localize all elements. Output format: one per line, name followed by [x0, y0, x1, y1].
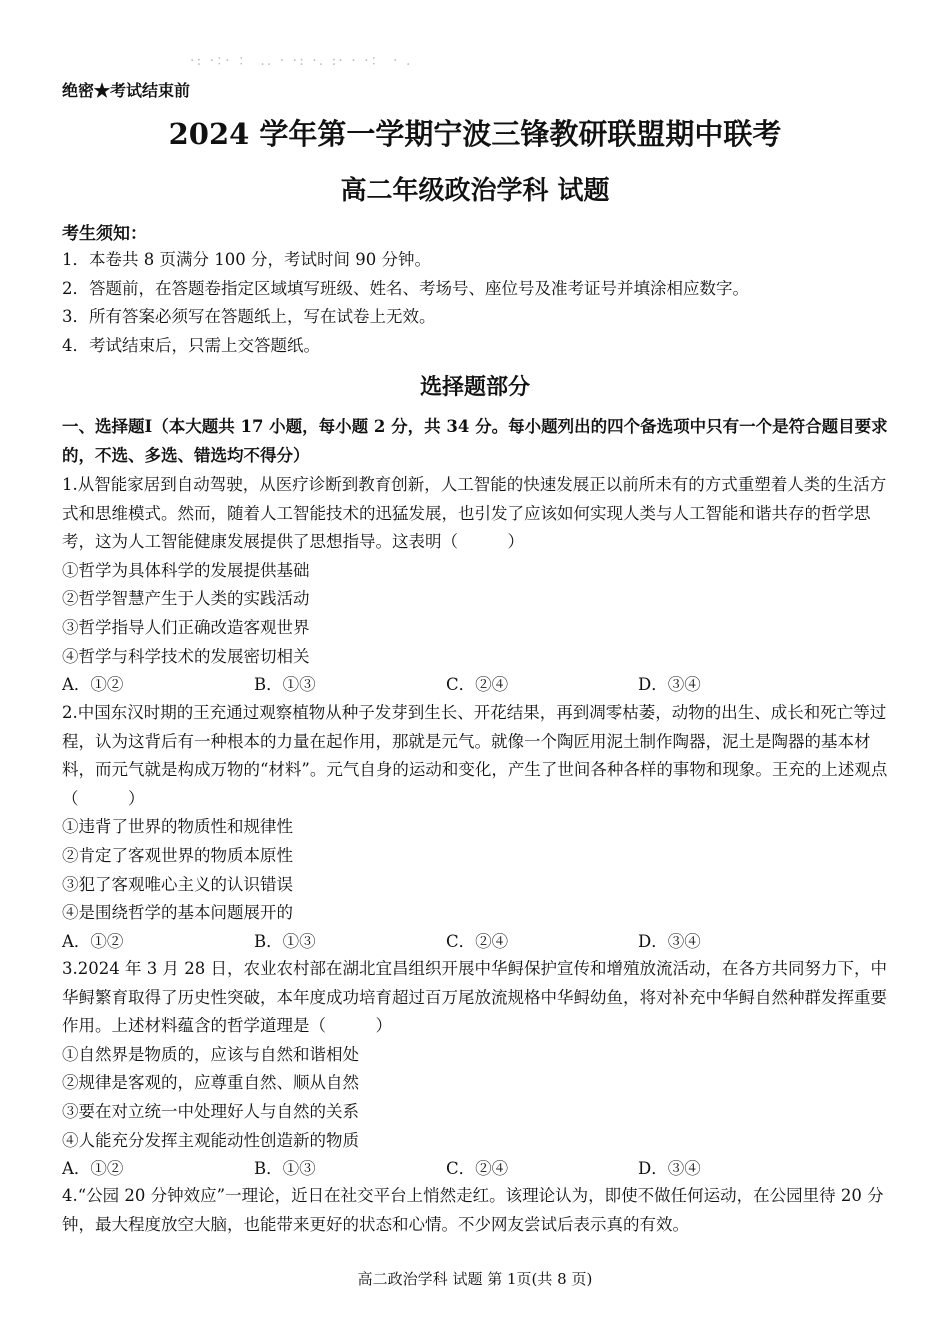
- option-c: C．②④: [446, 1159, 509, 1179]
- option-a: A．①②: [62, 931, 124, 951]
- question-stem: 1.从智能家居到自动驾驶，从医疗诊断到教育创新，人工智能的快速发展正以前所未有的方式重塑着人类的生活方式和思维模式。然而，随着人工智能技术的迅猛发展，也引发了应该如何实现人类与人工智能和谐共存的哲学思考，这为人工智能健康发展提供了思想指导。这表明（ ）: [62, 475, 887, 552]
- statement: ③要在对立统一中处理好人与自然的关系: [62, 1101, 359, 1121]
- statement: ③犯了客观唯心主义的认识错误: [62, 874, 293, 894]
- option-a: A．①②: [62, 1159, 124, 1179]
- options-row: [62, 1155, 892, 1184]
- secret-label: 绝密★考试结束前: [62, 81, 191, 100]
- exam-subtitle: 高二年级政治学科 试题: [340, 176, 610, 206]
- option-d: D．③④: [638, 675, 701, 695]
- option-b: B．①③: [254, 675, 316, 695]
- options-row: [62, 928, 892, 957]
- statement: ②规律是客观的，应尊重自然、顺从自然: [62, 1073, 359, 1093]
- option-c: C．②④: [446, 675, 509, 695]
- option-a: A．①②: [62, 675, 124, 695]
- notice-heading: 考生须知：: [62, 224, 147, 244]
- notice-list: [62, 246, 749, 360]
- options-row: [62, 671, 892, 700]
- exam-title: 2024 学年第一学期宁波三锋教研联盟期中联考: [168, 117, 782, 151]
- question-stem: 4.“公园 20 分钟效应”一理论，近日在社交平台上悄然走红。该理论认为，即使不做任何运动，在公园里待 20 分钟，最大程度放空大脑，也能带来更好的状态和心情。不少网友尝试后表示真的有效。: [62, 1186, 884, 1234]
- statement: ①自然界是物质的，应该与自然和谐相处: [62, 1044, 359, 1064]
- statement: ②肯定了客观世界的物质本原性: [62, 845, 293, 865]
- question-stem: 3.2024 年 3 月 28 日，农业农村部在湖北宜昌组织开展中华鲟保护宣传和增殖放流活动，在各方共同努力下，中华鲟繁育取得了历史性突破，本年度成功培育超过百万尾放流规格中华鲟幼鱼，将对补充中华鲟自然种群发挥重要作用。上述材料蕴含的哲学道理是（ ）: [62, 959, 887, 1036]
- question-2: [62, 699, 892, 956]
- statement: ④是围绕哲学的基本问题展开的: [62, 903, 293, 923]
- notice-item: 4．考试结束后，只需上交答题纸。: [62, 335, 320, 355]
- statement: ②哲学智慧产生于人类的实践活动: [62, 589, 310, 609]
- statement: ③哲学指导人们正确改造客观世界: [62, 617, 310, 637]
- option-d: D．③④: [638, 931, 701, 951]
- part-instruction: 一、选择题Ⅰ（本大题共 17 小题，每小题 2 分，共 34 分。每小题列出的四个备选项中只有一个是符合题目要求的，不选、多选、错选均不得分）: [62, 417, 888, 465]
- faint-bleed-text: ·: ·：· ： .. · ·: ·. :· · ·： · .: [190, 53, 413, 69]
- option-c: C．②④: [446, 931, 509, 951]
- option-b: B．①③: [254, 1159, 316, 1179]
- option-b: B．①③: [254, 931, 316, 951]
- question-3: [62, 955, 892, 1184]
- question-4: [62, 1182, 892, 1239]
- option-d: D．③④: [638, 1159, 701, 1179]
- section-title: 选择题部分: [419, 374, 530, 400]
- statement: ①哲学为具体科学的发展提供基础: [62, 560, 310, 580]
- statement: ④人能充分发挥主观能动性创造新的物质: [62, 1130, 359, 1150]
- statement: ④哲学与科学技术的发展密切相关: [62, 646, 310, 666]
- page-footer: 高二政治学科 试题 第 1页(共 8 页): [357, 1270, 593, 1288]
- notice-item: 2．答题前，在答题卷指定区域填写班级、姓名、考场号、座位号及准考证号并填涂相应数字。: [62, 278, 749, 298]
- question-1: [62, 471, 892, 700]
- question-stem: 2.中国东汉时期的王充通过观察植物从种子发芽到生长、开花结果，再到凋零枯萎，动物的出生、成长和死亡等过程，认为这背后有一种根本的力量在起作用，那就是元气。就像一个陶匠用泥土制作陶器，泥土是陶器的基本材料，而元气就是构成万物的“材料”。元气自身的运动和变化，产生了世间各种各样的事物和现象。王充的上述观点（ ）: [62, 703, 888, 808]
- notice-item: 1．本卷共 8 页满分 100 分，考试时间 90 分钟。: [62, 250, 431, 269]
- notice-item: 3．所有答案必须写在答题纸上，写在试卷上无效。: [62, 307, 436, 326]
- statement: ①违背了世界的物质性和规律性: [62, 817, 293, 837]
